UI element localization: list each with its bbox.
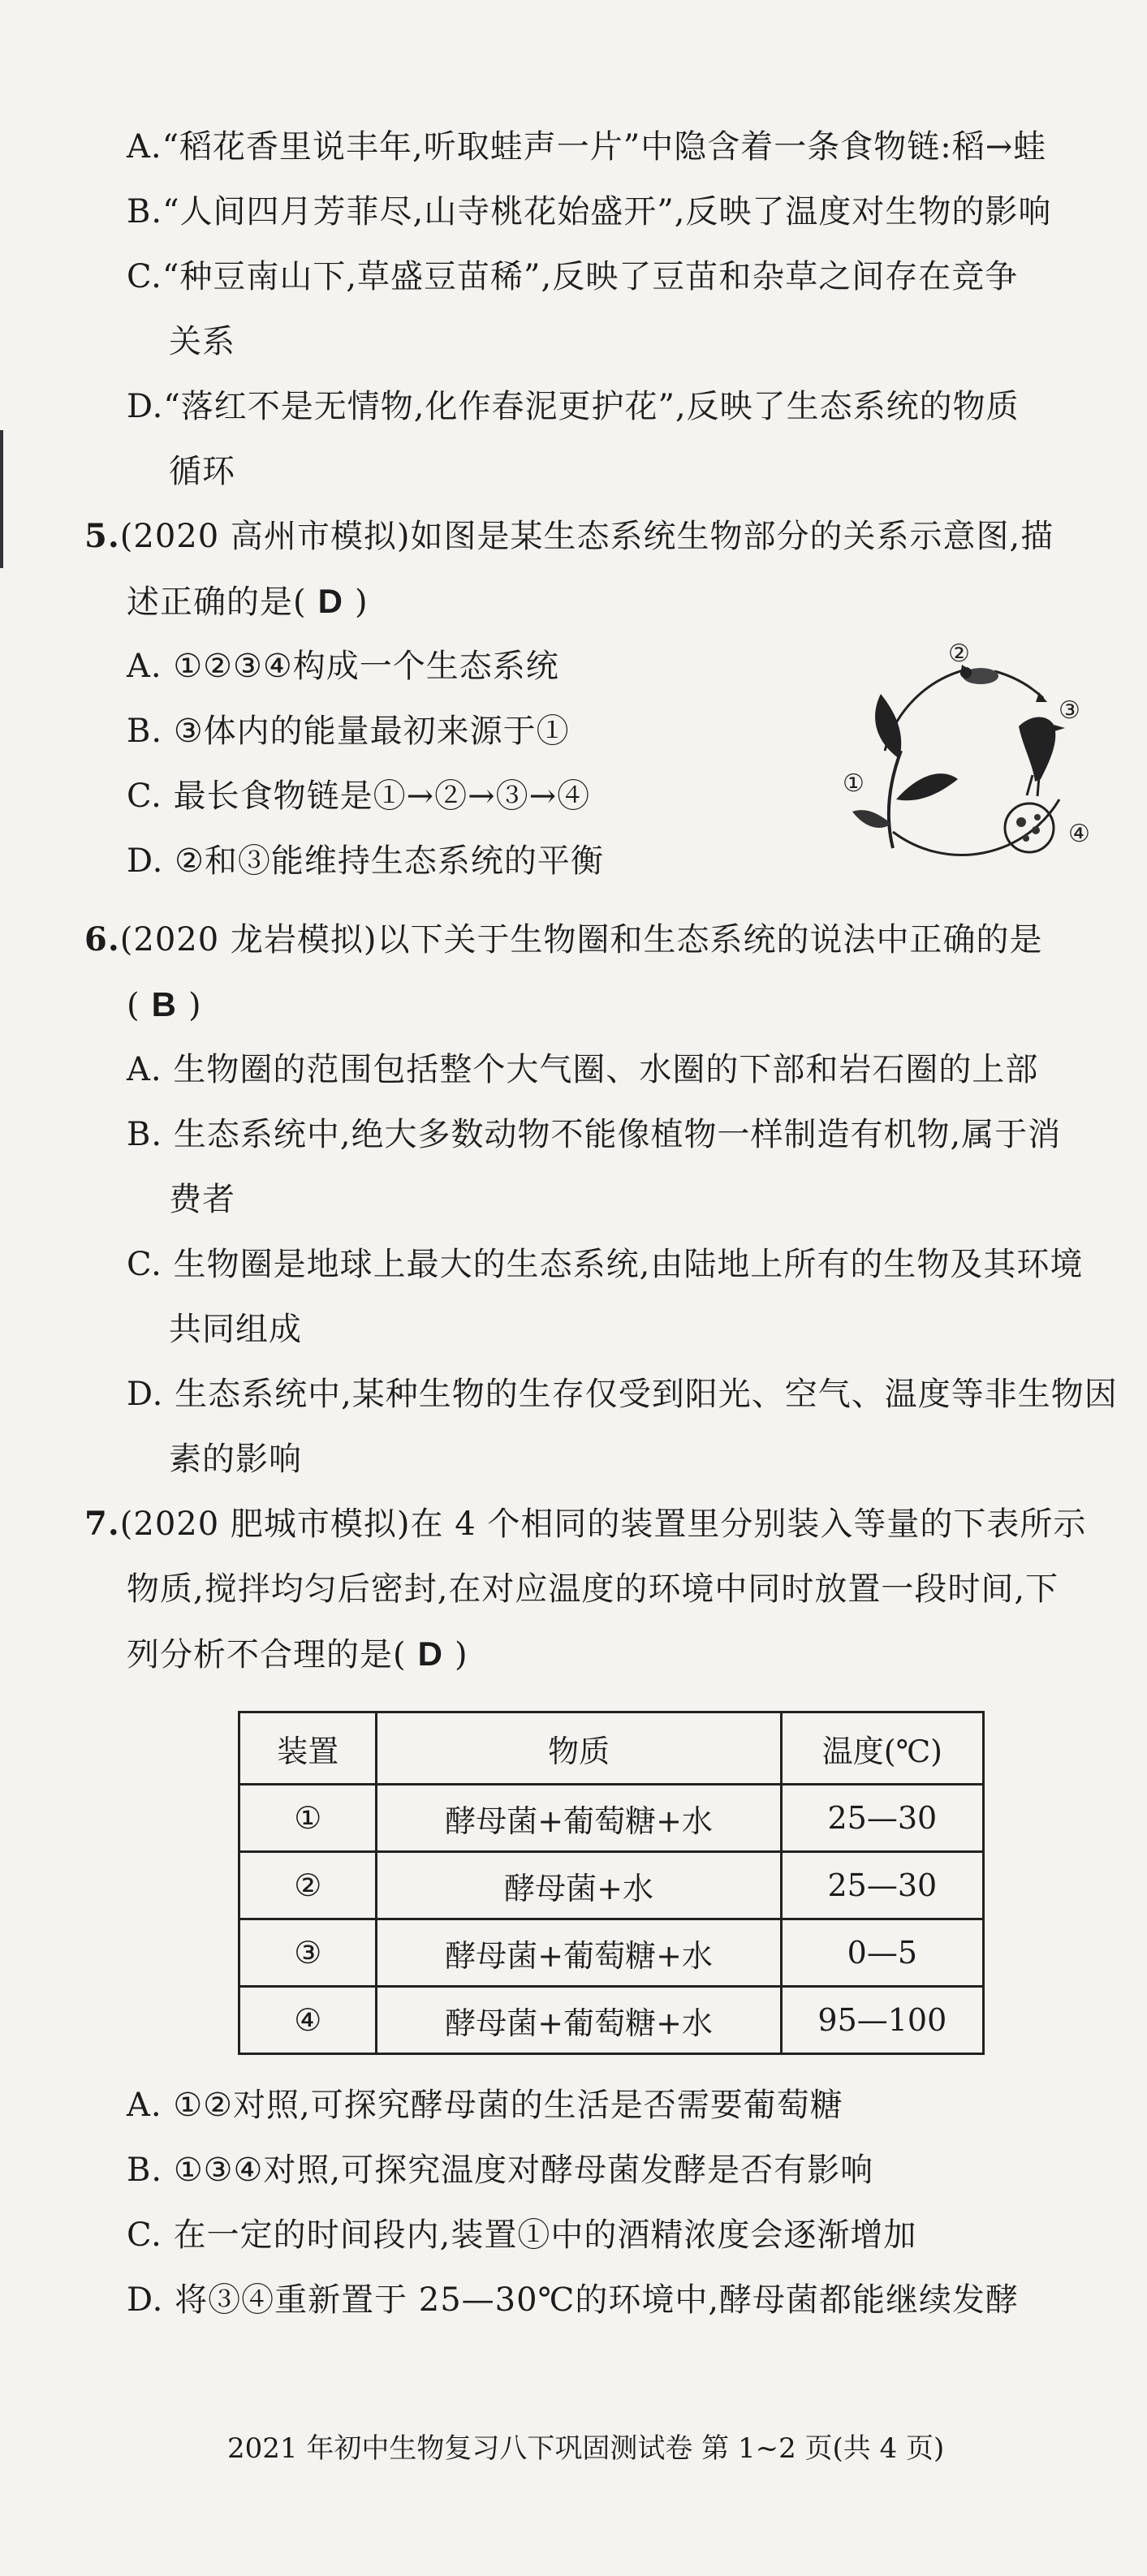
q5-option-b: B. ③体内的能量最初来源于① [127,713,570,750]
table-cell: 0—5 [781,1919,983,1987]
q5-stem-cont: 述正确的是( D ) [127,582,369,621]
ecosystem-diagram [828,637,1104,905]
table-cell: 25—30 [781,1852,983,1919]
bird-icon [1019,717,1065,796]
table-row [239,1785,984,1852]
q7-stem-cont: 物质,搅拌均匀后密封,在对应温度的环境中同时放置一段时间,下 [127,1570,1059,1608]
q6-stem-cont: ( B ) [127,985,202,1024]
page-footer: 2021 年初中生物复习八下巩固测试卷 第 1~2 页(共 4 页) [227,2432,945,2465]
table-cell: ② [239,1852,377,1919]
q6-stem: 6.(2020 龙岩模拟)以下关于生物圈和生态系统的说法中正确的是 [84,920,1043,958]
margin-mark [0,430,3,568]
table-row [239,1919,984,1987]
label-2: ② [948,640,970,668]
q6-option-c: C. 生物圈是地球上最大的生态系统,由陆地上所有的生物及其环境 [127,1246,1084,1283]
q5-option-c: C. 最长食物链是①→②→③→④ [127,778,591,815]
q6-option-b-cont: 费者 [169,1181,235,1218]
q7-option-d: D. 将③④重新置于 25—30℃的环境中,酵母菌都能继续发酵 [127,2281,1020,2319]
question-number: 7. [84,1505,120,1543]
q7-option-a: A. ①②对照,可探究酵母菌的生活是否需要葡萄糖 [127,2087,843,2124]
q6-option-b: B. 生态系统中,绝大多数动物不能像植物一样制造有机物,属于消 [127,1116,1062,1153]
table-cell: 25—30 [781,1785,983,1852]
q7-stem: 7.(2020 肥城市模拟)在 4 个相同的装置里分别装入等量的下表所示 [84,1505,1087,1543]
table-row [239,1852,984,1919]
table-cell: 酵母菌+葡萄糖+水 [377,1987,781,2054]
question-number: 5. [84,517,120,555]
q5-option-a: A. ①②③④构成一个生态系统 [127,648,559,685]
table-row [239,1987,984,2054]
table-cell: 95—100 [781,1987,983,2054]
q7-stem-cont: 列分析不合理的是( D ) [127,1635,468,1674]
table-header: 物质 [377,1712,781,1785]
decomposer-icon [1005,803,1054,852]
q4-option-d: D.“落红不是无情物,化作春泥更护花”,反映了生态系统的物质 [127,388,1020,425]
table-cell: 酵母菌+葡萄糖+水 [377,1785,781,1852]
q6-option-d-cont: 素的影响 [169,1441,302,1478]
table-header-row [239,1712,984,1785]
q4-option-c: C.“种豆南山下,草盛豆苗稀”,反映了豆苗和杂草之间存在竞争 [127,258,1019,295]
q6-option-d: D. 生态系统中,某种生物的生存仅受到阳光、空气、温度等非生物因 [127,1376,1118,1413]
q5-stem: 5.(2020 高州市模拟)如图是某生态系统生物部分的关系示意图,描 [84,517,1054,555]
question-number: 6. [84,920,120,958]
q7-option-c: C. 在一定的时间段内,装置①中的酒精浓度会逐渐增加 [127,2216,917,2254]
plant-icon [852,694,958,848]
answer-mark: B [151,985,177,1023]
q4-option-c-cont: 关系 [169,323,235,360]
table-cell: ③ [239,1919,377,1987]
q4-option-a: A.“稻花香里说丰年,听取蛙声一片”中隐含着一条食物链:稻→蛙 [127,128,1047,166]
table-cell: 酵母菌+水 [377,1852,781,1919]
q6-option-a: A. 生物圈的范围包括整个大气圈、水圈的下部和岩石圈的上部 [127,1051,1039,1088]
table-cell: 酵母菌+葡萄糖+水 [377,1919,781,1987]
q4-option-b: B.“人间四月芳菲尽,山寺桃花始盛开”,反映了温度对生物的影响 [127,193,1052,230]
table-header: 温度(℃) [781,1712,983,1785]
answer-mark: D [417,1635,443,1673]
q6-option-c-cont: 共同组成 [169,1311,302,1348]
q4-option-d-cont: 循环 [169,453,235,490]
table-cell: ④ [239,1987,377,2054]
table-header: 装置 [239,1712,377,1785]
q5-option-d: D. ②和③能维持生态系统的平衡 [127,842,604,880]
experiment-table [238,1711,985,2055]
table-cell: ① [239,1785,377,1852]
label-4: ④ [1068,820,1090,848]
arrow-arc-2-3 [994,671,1043,698]
answer-mark: D [317,582,343,620]
caterpillar-icon [960,667,998,684]
label-3: ③ [1059,696,1080,725]
q7-option-b: B. ①③④对照,可探究温度对酵母菌发酵是否有影响 [127,2152,874,2189]
label-1: ① [843,769,865,798]
